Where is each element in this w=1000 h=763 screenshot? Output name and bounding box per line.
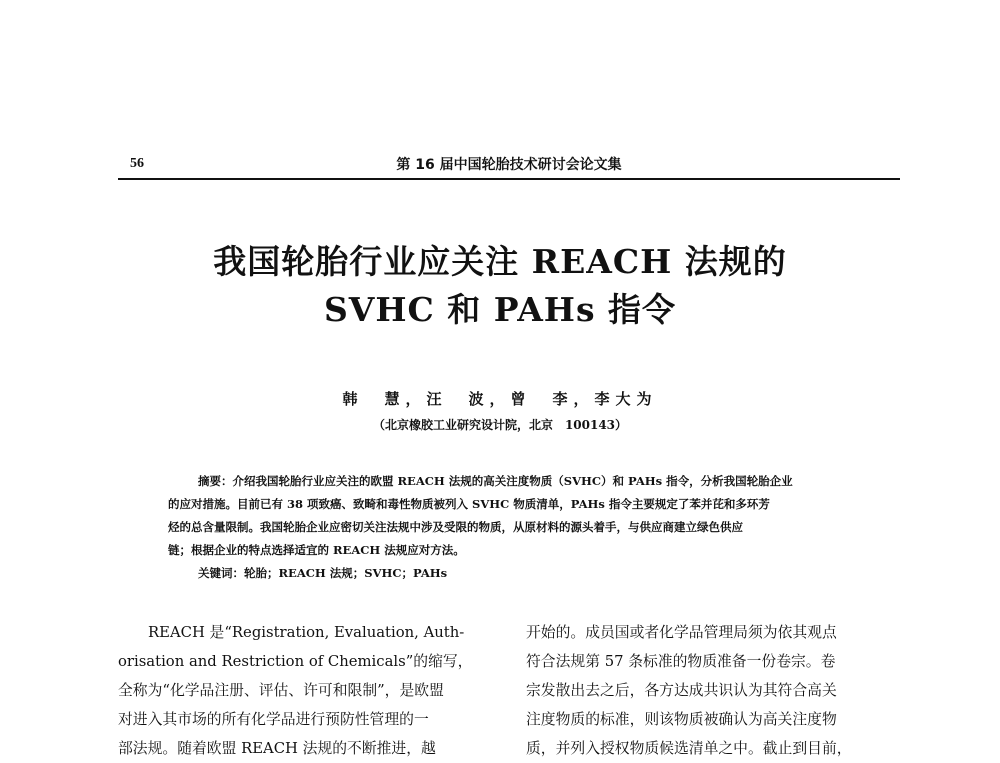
paper-title <box>0 238 1000 334</box>
body-line: REACH 是“Registration, Evaluation, Auth- <box>148 624 465 641</box>
authors: 韩 慧，汪 波，曾 李，李大为 <box>342 390 658 408</box>
running-header <box>118 150 900 180</box>
keywords-text: 轮胎；REACH 法规；SVHC；PAHs <box>244 566 448 580</box>
body-line: 注度物质的标准，则该物质被确认为高关注度物 <box>526 711 837 728</box>
page-number: 56 <box>130 156 144 171</box>
abstract-line <box>168 470 850 493</box>
running-title: 第 16 届中国轮胎技术研讨会论文集 <box>396 157 622 173</box>
body-line: 部法规。随着欧盟 REACH 法规的不断推进，越 <box>118 740 436 757</box>
abstract <box>168 470 850 585</box>
body-line: 宗发散出去之后，各方达成共识认为其符合高关 <box>526 682 837 699</box>
paper-title-line-1: 我国轮胎行业应关注 REACH 法规的 <box>213 242 787 281</box>
abstract-line: 的应对措施。目前已有 38 项致癌、致畸和毒性物质被列入 SVHC 物质清单，PAHs 指令主要规定了苯并芘和多环芳 <box>168 497 770 511</box>
abstract-text: 介绍我国轮胎行业应关注的欧盟 REACH 法规的高关注度物质（SVHC）和 PAHs 指令，分析我国轮胎企业 <box>232 474 793 488</box>
abstract-line: 链；根据企业的特点选择适宜的 REACH 法规应对方法。 <box>168 543 465 557</box>
keywords-label: 关键词： <box>198 566 244 580</box>
body-line: 符合法规第 57 条标准的物质准备一份卷宗。卷 <box>526 653 836 670</box>
keywords <box>168 562 850 585</box>
abstract-line: 烃的总含量限制。我国轮胎企业应密切关注法规中涉及受限的物质，从原材料的源头着手，与供应商建立绿色供应 <box>168 520 743 534</box>
body-line: 全称为“化学品注册、评估、许可和限制”，是欧盟 <box>118 682 444 699</box>
paper-title-line-2: SVHC 和 PAHs 指令 <box>323 290 677 329</box>
body-line: orisation and Restriction of Chemicals”的缩写， <box>118 653 473 670</box>
body-column-left <box>118 618 498 763</box>
body-line: 开始的。成员国或者化学品管理局须为依其观点 <box>526 624 837 641</box>
body-column-right <box>526 618 906 763</box>
affiliation: （北京橡胶工业研究设计院，北京 100143） <box>372 418 628 432</box>
body-line: 对进入其市场的所有化学品进行预防性管理的一 <box>118 711 429 728</box>
body-line: 质，并列入授权物质候选清单之中。截止到目前， <box>526 740 852 757</box>
abstract-label: 摘要： <box>198 474 233 488</box>
